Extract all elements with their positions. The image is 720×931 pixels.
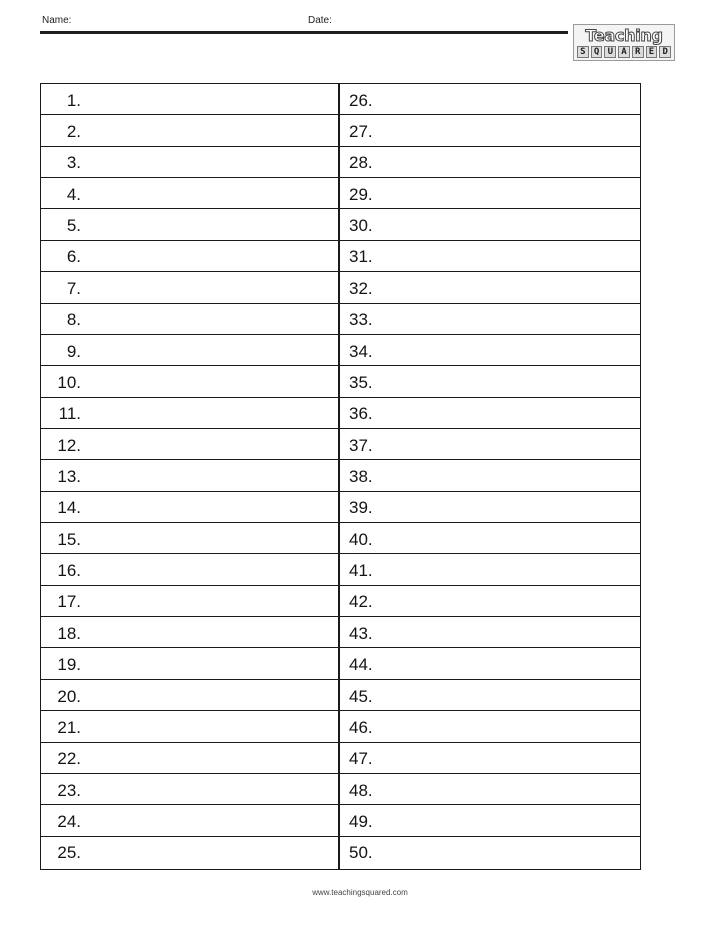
answer-row — [41, 147, 640, 178]
answer-number: 23. — [57, 780, 81, 800]
answer-number: 27. — [349, 122, 373, 142]
answer-number: 41. — [349, 561, 373, 581]
answer-number: 28. — [349, 153, 373, 173]
answer-number: 39. — [349, 498, 373, 518]
answer-number: 24. — [57, 811, 81, 831]
answer-row — [41, 84, 640, 115]
answer-number: 2. — [66, 122, 81, 142]
answer-row — [41, 680, 640, 711]
logo-top-text: Teaching — [585, 26, 663, 45]
answer-number: 46. — [349, 717, 373, 737]
answer-number: 40. — [349, 529, 373, 549]
answer-row — [41, 272, 640, 303]
answer-number: 3. — [66, 153, 81, 173]
answer-number: 17. — [57, 592, 81, 612]
answer-number: 45. — [349, 686, 373, 706]
answer-row — [41, 617, 640, 648]
answer-number: 7. — [66, 278, 81, 298]
answer-row — [41, 774, 640, 805]
answer-number: 10. — [57, 372, 81, 392]
logo-letter-row — [577, 46, 671, 58]
answer-number: 29. — [349, 184, 373, 204]
answer-number: 11. — [58, 404, 81, 424]
header-underline — [40, 31, 568, 34]
logo-letter: U — [604, 46, 616, 58]
answer-number: 30. — [349, 216, 373, 236]
answer-row — [41, 837, 640, 868]
logo-letter: E — [646, 46, 658, 58]
answer-number: 35. — [349, 372, 373, 392]
answer-row — [41, 429, 640, 460]
logo-letter: S — [577, 46, 589, 58]
answer-number: 19. — [57, 655, 81, 675]
answer-number: 9. — [66, 341, 81, 361]
answer-row — [41, 805, 640, 836]
answer-row — [41, 523, 640, 554]
numbered-answer-grid — [40, 83, 641, 870]
answer-row — [41, 648, 640, 679]
answer-number: 37. — [349, 435, 373, 455]
answer-number: 26. — [349, 90, 373, 110]
answer-number: 16. — [57, 561, 81, 581]
answer-row — [41, 492, 640, 523]
answer-row — [41, 398, 640, 429]
answer-number: 43. — [349, 623, 373, 643]
answer-row — [41, 335, 640, 366]
logo-letter: R — [632, 46, 644, 58]
answer-number: 49. — [349, 811, 373, 831]
answer-number: 25. — [57, 843, 81, 863]
answer-row — [41, 366, 640, 397]
answer-row — [41, 241, 640, 272]
answer-number: 21. — [57, 717, 81, 737]
answer-number: 4. — [66, 184, 81, 204]
answer-number: 13. — [57, 466, 81, 486]
teaching-squared-logo — [573, 24, 675, 61]
answer-number: 31. — [349, 247, 373, 267]
answer-number: 44. — [349, 655, 373, 675]
answer-number: 15. — [57, 529, 81, 549]
answer-number: 5. — [66, 216, 81, 236]
answer-row — [41, 178, 640, 209]
answer-row — [41, 115, 640, 146]
answer-row — [41, 304, 640, 335]
footer-url: www.teachingsquared.com — [312, 888, 408, 897]
logo-letter: Q — [591, 46, 603, 58]
answer-number: 34. — [349, 341, 373, 361]
answer-number: 1. — [66, 90, 81, 110]
answer-number: 48. — [349, 780, 373, 800]
logo-letter: D — [659, 46, 671, 58]
name-label: Name: — [42, 15, 72, 26]
answer-row — [41, 586, 640, 617]
logo-letter: A — [618, 46, 630, 58]
answer-number: 8. — [66, 310, 81, 330]
answer-number: 47. — [349, 749, 373, 769]
answer-number: 38. — [349, 466, 373, 486]
answer-number: 33. — [349, 310, 373, 330]
answer-row — [41, 743, 640, 774]
answer-number: 6. — [66, 247, 81, 267]
answer-row — [41, 460, 640, 491]
answer-number: 20. — [57, 686, 81, 706]
answer-number: 22. — [57, 749, 81, 769]
answer-row — [41, 554, 640, 585]
answer-number: 12. — [57, 435, 81, 455]
answer-number: 32. — [349, 278, 373, 298]
answer-number: 50. — [349, 843, 373, 863]
answer-number: 42. — [349, 592, 373, 612]
answer-number: 18. — [57, 623, 81, 643]
date-label: Date: — [308, 15, 332, 26]
answer-row — [41, 209, 640, 240]
header-fields — [40, 13, 570, 33]
answer-number: 36. — [349, 404, 373, 424]
answer-row — [41, 711, 640, 742]
answer-number: 14. — [57, 498, 81, 518]
